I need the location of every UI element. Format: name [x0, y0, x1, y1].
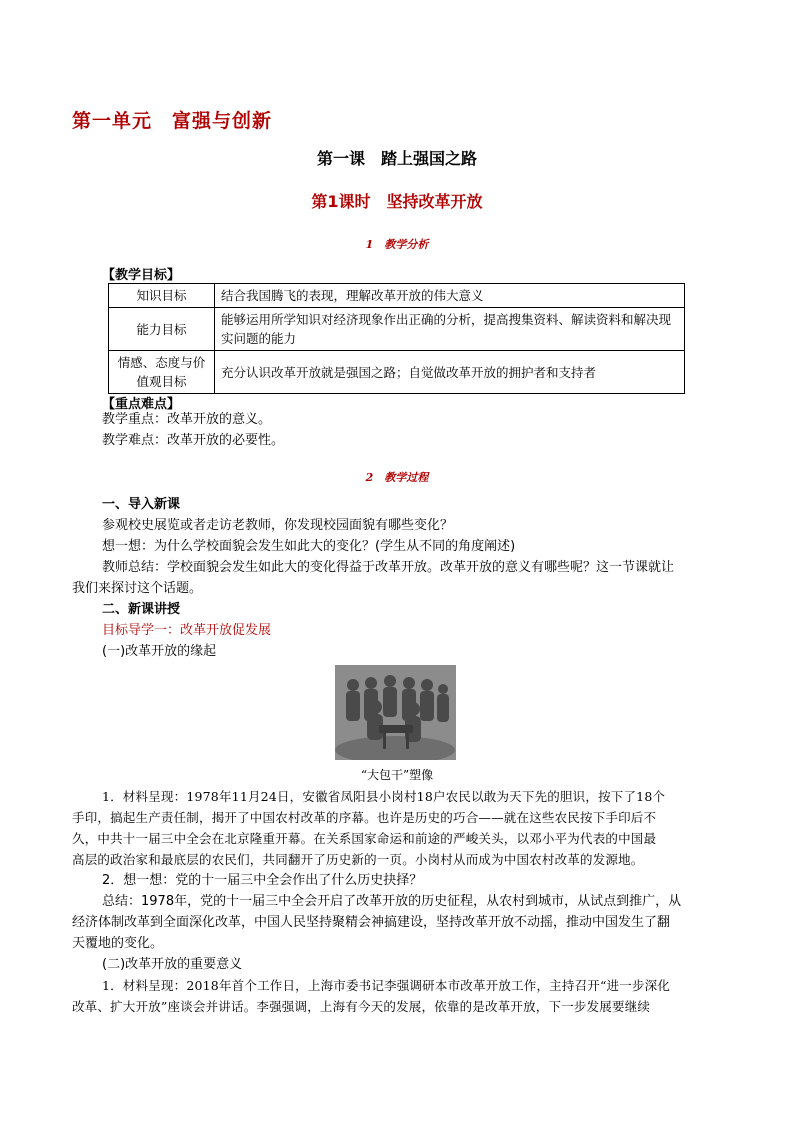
- goals-table: [108, 283, 685, 394]
- statue-image: [335, 665, 456, 760]
- goal-content: 充分认识改革开放就是强国之路；自觉做改革开放的拥护者和支持者: [215, 351, 685, 394]
- target-heading: 目标导学一：改革开放促发展: [102, 623, 272, 638]
- material-text: 1．材料呈现：1978年11月24日，安徽省凤阳县小岗村18户农民以敢为天下先的胆识，按下了18个: [102, 789, 666, 804]
- intro-paragraph: 想一想：为什么学校面貌会发生如此大的变化？(学生从不同的角度阐述): [102, 539, 516, 554]
- difficult-point: 教学难点：改革开放的必要性。: [102, 433, 285, 448]
- goal-label: 知识目标: [109, 284, 215, 308]
- summary-text: 天覆地的变化。: [72, 936, 164, 951]
- period-title: 第1课时 坚持改革开放: [311, 192, 483, 211]
- subsection-heading: (一)改革开放的缘起: [102, 644, 217, 659]
- material-text: 久，中共十一届三中全会在北京隆重开幕。在关系国家命运和前途的严峻关头，以邓小平为代表的中国最: [72, 831, 657, 846]
- section-title-analysis: 1 教学分析: [365, 238, 429, 251]
- summary-text: 经济体制改革到全面深化改革，中国人民坚持聚精会神搞建设，坚持改革开放不动摇，推动中国发生了翻: [72, 915, 671, 930]
- statue-photo: [335, 665, 456, 760]
- section-title-process: 2 教学过程: [365, 471, 429, 484]
- intro-paragraph: 教师总结：学校面貌会发生如此大的变化得益于改革开放。改革开放的意义有哪些呢？这一节课就让: [102, 560, 675, 575]
- keypoints-heading: 【重点难点】: [102, 397, 181, 412]
- goal-label: 能力目标: [109, 308, 215, 351]
- intro-paragraph: 我们来探讨这个话题。: [72, 581, 203, 596]
- goal-label: 情感、态度与价值观目标: [109, 351, 215, 394]
- figure-caption: “大包干”塑像: [360, 768, 434, 782]
- key-point: 教学重点：改革开放的意义。: [102, 412, 272, 427]
- lesson-title: 第一课 踏上强国之路: [316, 149, 477, 168]
- question-text: 2．想一想：党的十一届三中全会作出了什么历史抉择？: [102, 873, 423, 888]
- material-text: 改革、扩大开放”座谈会并讲话。李强强调，上海有今天的发展，依靠的是改革开放，下一步发展要继续: [72, 999, 651, 1014]
- unit-title: 第一单元 富强与创新: [72, 110, 273, 132]
- goal-content: 结合我国腾飞的表现，理解改革开放的伟大意义: [215, 284, 685, 308]
- subsection-heading: (二)改革开放的重要意义: [102, 957, 243, 972]
- goal-content: 能够运用所学知识对经济现象作出正确的分析，提高搜集资料、解读资料和解决现实问题的能力: [215, 308, 685, 351]
- table-row: [109, 351, 685, 394]
- intro-paragraph: 参观校史展览或者走访老教师，你发现校园面貌有哪些变化？: [102, 518, 454, 533]
- goals-heading: 【教学目标】: [102, 268, 181, 283]
- summary-text: 总结：1978年，党的十一届三中全会开启了改革开放的历史征程，从农村到城市，从试点到推广，从: [102, 894, 682, 909]
- new-lesson-heading: 二、新课讲授: [102, 602, 181, 617]
- material-text: 1．材料呈现：2018年首个工作日，上海市委书记李强调研本市改革开放工作，主持召开“进一步深化: [102, 978, 671, 993]
- table-row: [109, 308, 685, 351]
- material-text: 手印，搞起生产责任制，揭开了中国农村改革的序幕。也许是历史的巧合——就在这些农民按下手印后不: [72, 810, 657, 825]
- intro-heading: 一、导入新课: [102, 497, 181, 512]
- table-row: [109, 284, 685, 308]
- material-text: 高层的政治家和最底层的农民们，共同翻开了历史新的一页。小岗村从而成为中国农村改革的发源地。: [72, 852, 644, 867]
